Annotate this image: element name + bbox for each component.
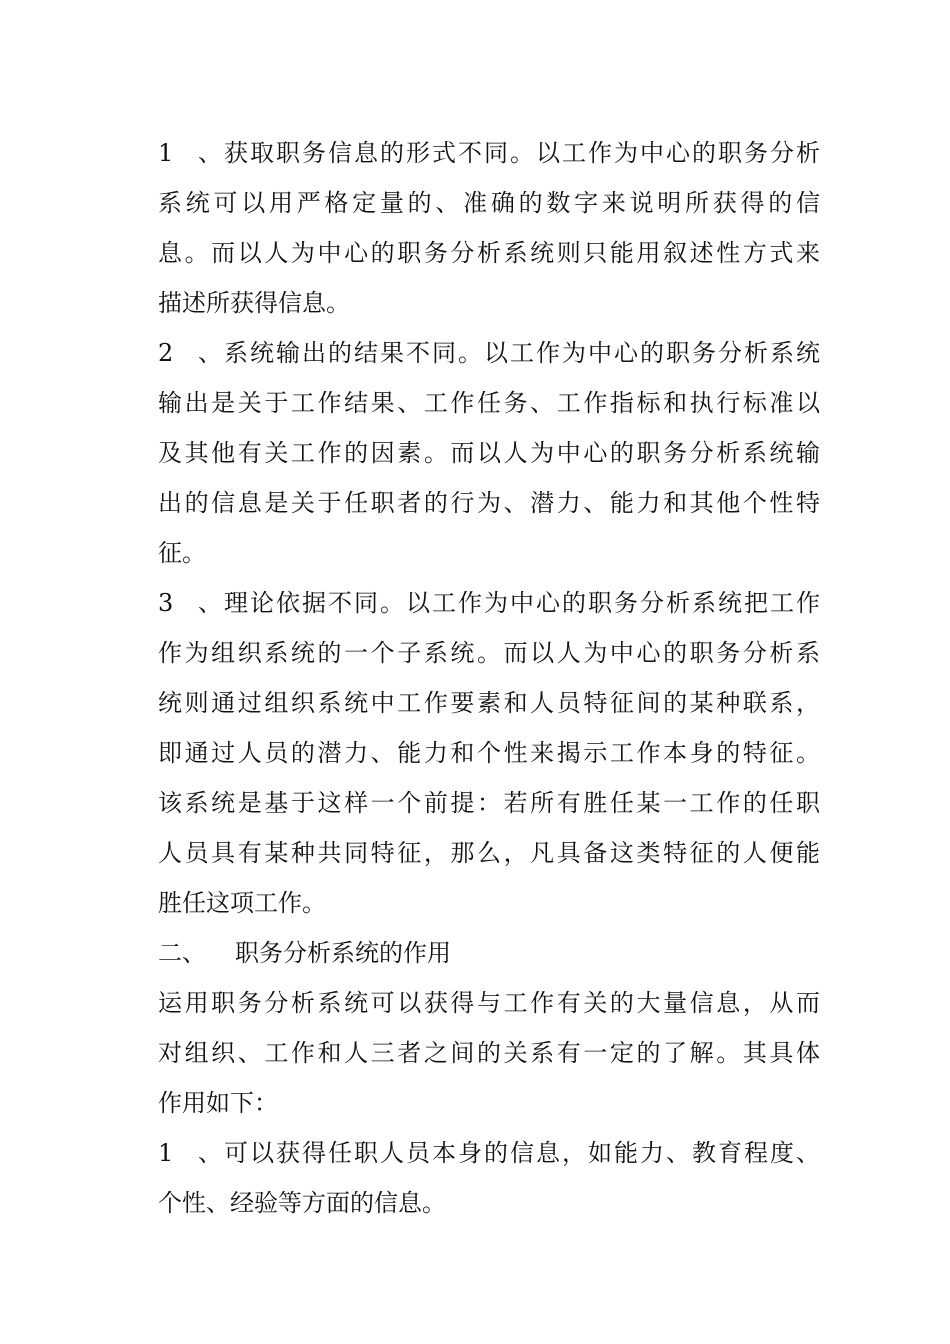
paragraph-line — [158, 328, 820, 378]
paragraph-line: 个性、经验等方面的信息。 — [158, 1189, 446, 1217]
paragraph-line: 及其他有关工作的因素。而以人为中心的职务分析系统输 — [158, 439, 820, 467]
paragraph-line: 对组织、工作和人三者之间的关系有一定的了解。其具体 — [158, 1039, 820, 1067]
heading-text: 职务分析系统的作用 — [235, 939, 451, 967]
list-number: 3、 — [158, 589, 222, 617]
paragraph-line: 输出是关于工作结果、工作任务、工作指标和执行标准以 — [158, 389, 820, 417]
line-text: 理论依据不同。以工作为中心的职务分析系统把工作 — [222, 589, 820, 617]
paragraph-line — [158, 578, 820, 628]
paragraph-line: 胜任这项工作。 — [158, 889, 326, 917]
paragraph-line: 出的信息是关于任职者的行为、潜力、能力和其他个性特 — [158, 489, 820, 517]
paragraph-line: 统则通过组织系统中工作要素和人员特征间的某种联系， — [158, 689, 820, 717]
list-number: 1、 — [158, 139, 222, 167]
document-body — [158, 128, 820, 1228]
paragraph-line: 该系统是基于这样一个前提：若所有胜任某一工作的任职 — [158, 789, 820, 817]
list-number: 1、 — [158, 1139, 222, 1167]
heading-line — [158, 928, 820, 978]
heading-number: 二、 — [158, 939, 206, 967]
paragraph-3 — [158, 578, 820, 928]
paragraph-line: 即通过人员的潜力、能力和个性来揭示工作本身的特征。 — [158, 739, 820, 767]
paragraph-line: 息。而以人为中心的职务分析系统则只能用叙述性方式来 — [158, 239, 820, 267]
paragraph-4 — [158, 978, 820, 1128]
paragraph-line: 人员具有某种共同特征，那么，凡具备这类特征的人便能 — [158, 839, 820, 867]
paragraph-line: 作为组织系统的一个子系统。而以人为中心的职务分析系 — [158, 639, 820, 667]
paragraph-line: 系统可以用严格定量的、准确的数字来说明所获得的信 — [158, 189, 820, 217]
paragraph-line: 征。 — [158, 539, 206, 567]
paragraph-2 — [158, 328, 820, 578]
line-text: 可以获得任职人员本身的信息，如能力、教育程度、 — [222, 1139, 820, 1167]
line-text: 获取职务信息的形式不同。以工作为中心的职务分析 — [222, 139, 820, 167]
paragraph-line: 作用如下： — [158, 1089, 278, 1117]
section-heading — [158, 928, 820, 978]
list-number: 2、 — [158, 339, 222, 367]
paragraph-line: 运用职务分析系统可以获得与工作有关的大量信息，从而 — [158, 989, 820, 1017]
line-text: 系统输出的结果不同。以工作为中心的职务分析系统 — [222, 339, 820, 367]
paragraph-line — [158, 128, 820, 178]
paragraph-line — [158, 1128, 820, 1178]
paragraph-1 — [158, 128, 820, 328]
paragraph-line: 描述所获得信息。 — [158, 289, 350, 317]
paragraph-5 — [158, 1128, 820, 1228]
